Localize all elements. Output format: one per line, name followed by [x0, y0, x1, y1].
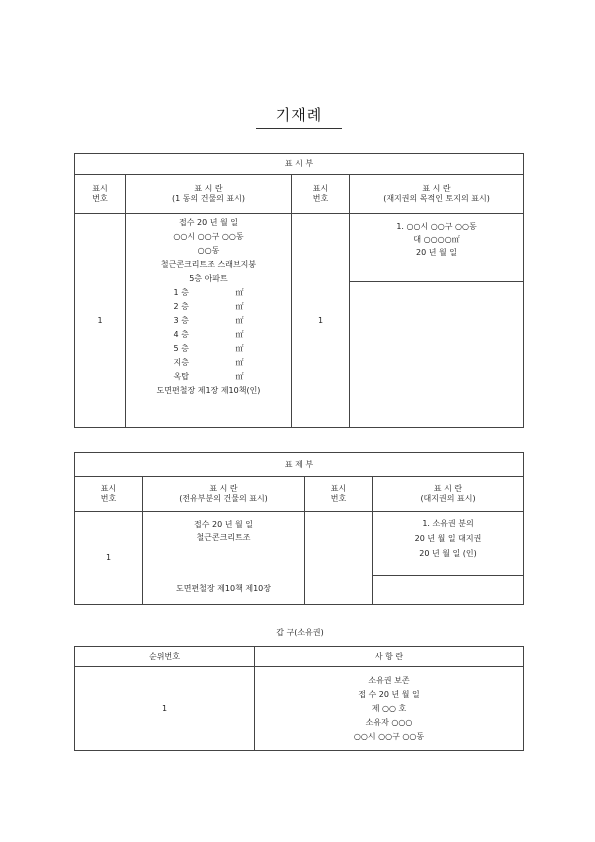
table2-row-number: 1 — [75, 512, 143, 605]
table2-col3-line2: 번호 — [330, 494, 347, 503]
title-underline — [256, 128, 342, 129]
floor-name: 4 층 — [173, 330, 189, 339]
land-line-1: 1. ○○시 ○○구 ○○동 — [396, 222, 477, 231]
land-description-cell — [350, 214, 524, 282]
floor-unit: ㎡ — [235, 288, 244, 297]
floor-unit: ㎡ — [235, 302, 244, 311]
floor-unit: ㎡ — [235, 316, 244, 325]
unit-line-1: 접수 20 년 월 일 — [194, 520, 253, 529]
land-right-line-2: 20 년 월 일 대지권 — [414, 534, 482, 543]
table1-col3-header — [292, 175, 350, 214]
floor-unit: ㎡ — [235, 372, 244, 381]
table1-header — [75, 154, 524, 175]
table2-header-text: 표 제 부 — [284, 459, 314, 469]
document-title: 기재례 — [275, 106, 323, 124]
building-line-2: ○○시 ○○구 ○○동 — [173, 232, 244, 241]
floor-name: 옥탑 — [173, 372, 189, 381]
floor-line-2 — [174, 302, 244, 312]
building-line-3: ○○동 — [197, 246, 220, 255]
floor-line-basement — [174, 358, 244, 368]
land-right-cell — [373, 512, 524, 576]
floor-line-3 — [174, 316, 244, 326]
table1-col4-line2: (재지권의 목적인 토지의 표시) — [383, 194, 490, 203]
table2-col1-line1: 표시 — [100, 484, 117, 493]
floor-line-5 — [174, 344, 244, 354]
building-drawing-reference: 도면편철장 제1장 제10책(인) — [156, 386, 261, 395]
floor-line-rooftop — [174, 372, 244, 382]
table1-col1-header — [75, 175, 126, 214]
table1-col3-line1: 표시 — [312, 184, 329, 193]
table2-col4-line2: (대지권의 표시) — [420, 494, 476, 503]
land-right-empty-cell — [373, 576, 524, 605]
floor-name: 3 층 — [173, 316, 189, 325]
table2-col3-line1: 표시 — [330, 484, 347, 493]
ownership-line-4: 소유자 ○○○ — [365, 717, 413, 727]
table2-col4-line1: 표 시 란 — [433, 484, 463, 493]
table2-col1-line2: 번호 — [100, 494, 117, 503]
table1-col4-line1: 표 시 란 — [422, 184, 451, 193]
table2-col3-header — [305, 477, 373, 512]
ownership-line-1: 소유권 보존 — [368, 675, 410, 685]
building-line-4: 철근콘크리트조 스래브지붕 — [160, 260, 257, 269]
floor-name: 지층 — [173, 358, 189, 367]
floor-unit: ㎡ — [235, 358, 244, 367]
unit-description-cell — [143, 512, 305, 605]
floor-name: 1 층 — [173, 288, 189, 297]
table1-row-number-right: 1 — [292, 214, 350, 428]
table1-col3-line2: 번호 — [312, 194, 329, 203]
floor-unit: ㎡ — [235, 344, 244, 353]
table1-col2-header — [126, 175, 292, 214]
unit-drawing-reference: 도면편철장 제10책 제10장 — [176, 584, 271, 593]
table2-col4-header — [373, 477, 524, 512]
table1-col1-line1: 표시 — [92, 184, 108, 193]
land-line-2: 대 ○○○○㎡ — [413, 235, 460, 244]
floor-unit: ㎡ — [235, 330, 244, 339]
land-right-line-3: 20 년 월 일 (인) — [419, 549, 477, 558]
table3-row-number: 1 — [75, 667, 255, 751]
ownership-line-5: ○○시 ○○구 ○○동 — [353, 731, 425, 741]
table1-col4-header — [350, 175, 524, 214]
floor-name: 2 층 — [173, 302, 189, 311]
table2-col2-line1: 표 시 란 — [209, 484, 238, 493]
building-line-5: 5층 아파트 — [189, 274, 228, 283]
table3-col1-header: 순위번호 — [75, 647, 255, 667]
table3-col2-header: 사 항 란 — [255, 647, 524, 667]
table2-header — [75, 453, 524, 477]
land-empty-cell — [350, 282, 524, 428]
table1-col2-line1: 표 시 란 — [194, 184, 223, 193]
table2-col2-line2: (전유부분의 건물의 표시) — [179, 494, 268, 503]
ownership-line-2: 접 수 20 년 월 일 — [358, 689, 420, 699]
land-right-line-1: 1. 소유권 분의 — [422, 519, 474, 528]
table2-col2-header — [143, 477, 305, 512]
floor-name: 5 층 — [173, 344, 189, 353]
floor-line-4 — [174, 330, 244, 340]
unit-title-table — [74, 452, 524, 605]
table2-empty-number-cell — [305, 512, 373, 605]
ownership-table — [74, 646, 524, 751]
building-line-1: 접수 20 년 월 일 — [179, 218, 238, 227]
building-display-table — [74, 153, 524, 428]
table1-row-number-left: 1 — [75, 214, 126, 428]
table2-col1-header — [75, 477, 143, 512]
section-label: 갑 구(소유권) — [276, 628, 324, 637]
land-line-3: 20 년 월 일 — [416, 248, 458, 257]
building-description-cell — [126, 214, 292, 428]
ownership-line-3: 제 ○○ 호 — [371, 703, 407, 713]
floor-line-1 — [174, 288, 244, 298]
unit-line-2: 철근콘크리트조 — [196, 533, 251, 542]
table1-col2-line2: (1 동의 건물의 표시) — [171, 194, 246, 203]
table1-col1-line2: 번호 — [92, 194, 108, 203]
table1-header-text: 표 시 부 — [284, 159, 314, 168]
ownership-details-cell — [255, 667, 524, 751]
